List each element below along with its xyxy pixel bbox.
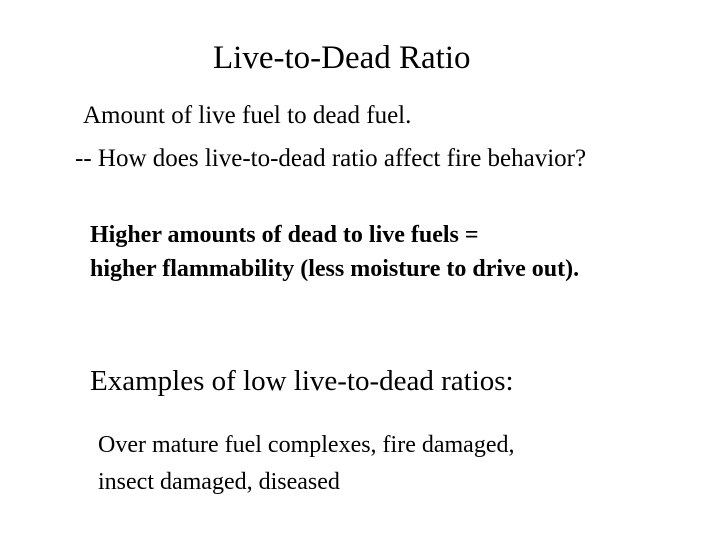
slide-title: Live-to-Dead Ratio [213,40,471,76]
intro-text: Amount of live fuel to dead fuel. [83,102,412,129]
example-line-1: Over mature fuel complexes, fire damaged, [98,432,515,458]
answer-line-2: higher flammability (less moisture to drive out). [90,256,580,282]
example-line-2: insect damaged, diseased [98,469,340,495]
examples-heading: Examples of low live-to-dead ratios: [90,365,514,397]
answer-line-1: Higher amounts of dead to live fuels = [90,222,479,248]
question-text: -- How does live-to-dead ratio affect fire behavior? [75,145,587,172]
